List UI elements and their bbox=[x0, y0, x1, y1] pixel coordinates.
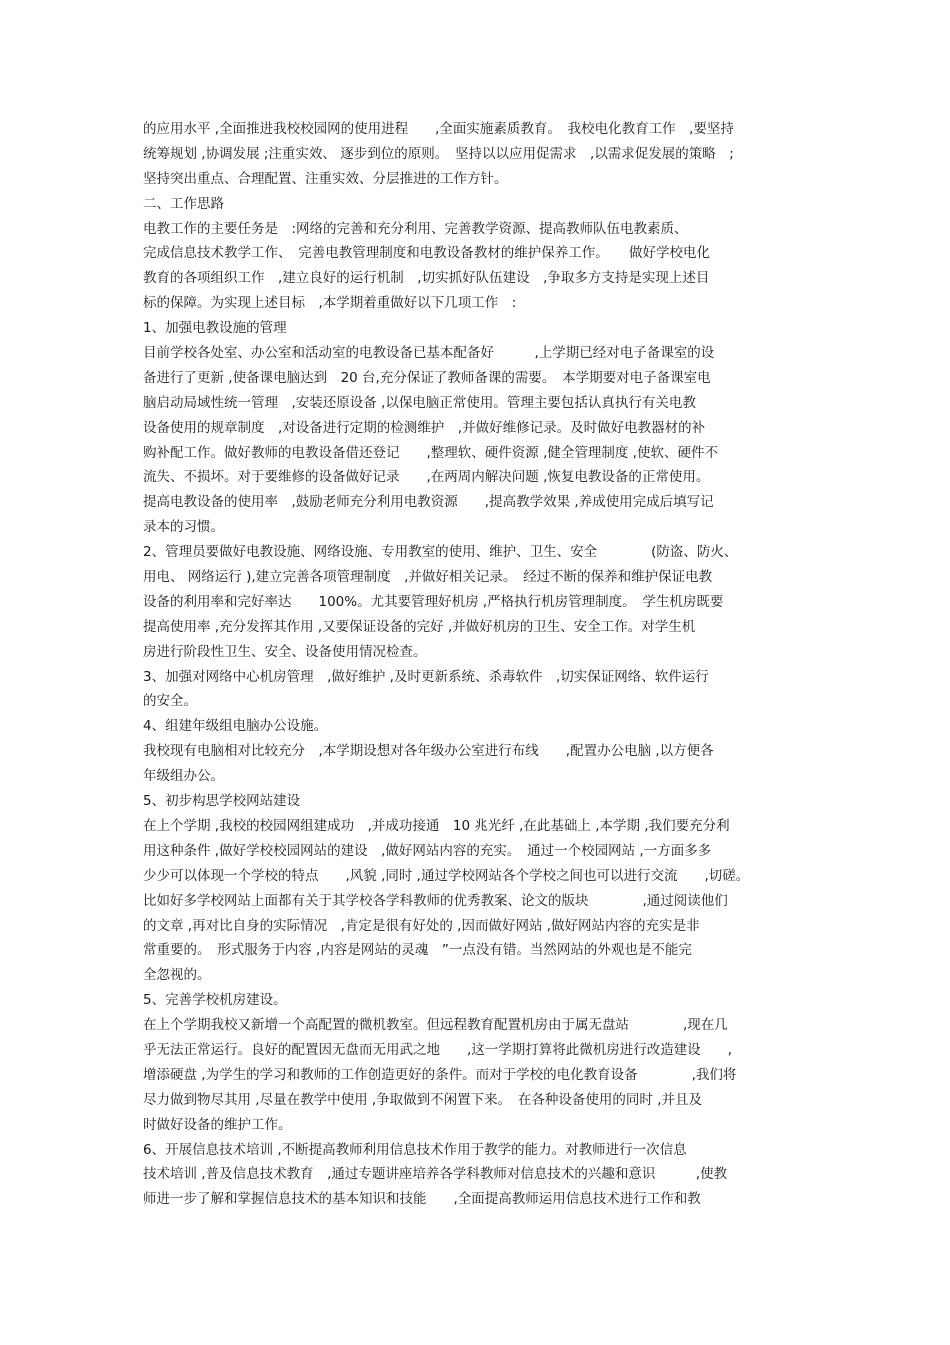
text-line: 我校现有电脑相对比较充分 ,本学期设想对各年级办公室进行布线 ,配置办公电脑 ,以方便各 bbox=[143, 743, 714, 760]
text-line: 2、管理员要做好电教设施、网络设施、专用教室的使用、维护、卫生、安全 (防盗、防火、 bbox=[143, 544, 738, 561]
text-line: 脑启动局域性统一管理 ,安装还原设备 ,以保电脑正常使用。管理主要包括认真执行有关电教 bbox=[143, 394, 696, 411]
text-line: 的文章 ,再对比自身的实际情况 ,肯定是很有好处的 ,因而做好网站 ,做好网站内容的充实是非 bbox=[143, 917, 700, 934]
text-line: 4、组建年级组电脑办公设施。 bbox=[143, 718, 328, 735]
text-line: 用这种条件 ,做好学校校园网站的建设 ,做好网站内容的充实。 通过一个校园网站 ,一方面多多 bbox=[143, 842, 712, 859]
document-body bbox=[143, 117, 808, 1212]
text-line: 全忽视的。 bbox=[143, 967, 211, 984]
text-line: 年级组办公。 bbox=[143, 768, 224, 785]
text-line: 用电、 网络运行 ),建立完善各项管理制度 ,并做好相关记录。 经过不断的保养和维护保证电教 bbox=[143, 569, 713, 586]
text-line: 电教工作的主要任务是 :网络的完善和充分利用、完善教学资源、提高教师队伍电教素质、 bbox=[143, 220, 688, 237]
text-line: 设备使用的规章制度 ,对设备进行定期的检测维护 ,并做好维修记录。及时做好电教器材的补 bbox=[143, 419, 706, 436]
text-line: 教育的各项组织工作 ,建立良好的运行机制 ,切实抓好队伍建设 ,争取多方支持是实现上述目 bbox=[143, 270, 710, 287]
text-line: 坚持突出重点、合理配置、注重实效、分层推进的工作方针。 bbox=[143, 170, 508, 187]
text-line: 的安全。 bbox=[143, 693, 197, 710]
text-line: 1、加强电教设施的管理 bbox=[143, 320, 287, 337]
text-line: 标的保障。为实现上述目标 ,本学期着重做好以下几项工作 : bbox=[143, 295, 517, 312]
text-line: 比如好多学校网站上面都有关于其学校各学科教师的优秀教案、论文的版块 ,通过阅读他们 bbox=[143, 892, 728, 909]
text-line: 的应用水平 ,全面推进我校校园网的使用进程 ,全面实施素质教育。 我校电化教育工作 ,要坚持 bbox=[143, 121, 734, 137]
text-line: 常重要的。 形式服务于内容 ,内容是网站的灵魂 ”一点没有错。当然网站的外观也是不能完 bbox=[143, 942, 692, 959]
text-line: 乎无法正常运行。良好的配置因无盘而无用武之地 ,这一学期打算将此微机房进行改造建设 , bbox=[143, 1041, 733, 1058]
text-line: 完成信息技术教学工作、 完善电教管理制度和电教设备教材的维护保养工作。 做好学校电化 bbox=[143, 245, 710, 262]
text-line: 3、加强对网络中心机房管理 ,做好维护 ,及时更新系统、杀毒软件 ,切实保证网络、软件运行 bbox=[143, 668, 709, 685]
text-line: 二、工作思路 bbox=[143, 195, 224, 212]
text-line: 在上个学期我校又新增一个高配置的微机教室。但远程教育配置机房由于属无盘站 ,现在几 bbox=[143, 1017, 728, 1034]
text-line: 在上个学期 ,我校的校园网组建成功 ,并成功接通 10 兆光纤 ,在此基础上 ,本学期 ,我们要充分利 bbox=[143, 817, 730, 834]
text-line: 时做好设备的维护工作。 bbox=[143, 1116, 292, 1133]
text-line: 增添硬盘 ,为学生的学习和教师的工作创造更好的条件。而对于学校的电化教育设备 ,我们将 bbox=[143, 1066, 737, 1083]
text-line: 备进行了更新 ,使备课电脑达到 20 台,充分保证了教师备课的需要。 本学期要对电子备课室电 bbox=[143, 369, 711, 386]
text-line: 少少可以体现一个学校的特点 ,风貌 ,同时 ,通过学校网站各个学校之间也可以进行交流 ,切磋。 bbox=[143, 867, 750, 884]
text-line: 师进一步了解和掌握信息技术的基本知识和技能 ,全面提高教师运用信息技术进行工作和教 bbox=[143, 1191, 701, 1208]
text-line: 设备的利用率和完好率达 100%。尤其要管理好机房 ,严格执行机房管理制度。 学生机房既要 bbox=[143, 593, 724, 610]
text-line: 购补配工作。做好教师的电教设备借还登记 ,整理软、硬件资源 ,健全管理制度 ,使软、硬件不 bbox=[143, 444, 718, 461]
text-line: 6、开展信息技术培训 ,不断提高教师利用信息技术作用于教学的能力。对教师进行一次信息 bbox=[143, 1141, 687, 1158]
text-line: 录本的习惯。 bbox=[143, 519, 224, 536]
text-line: 技术培训 ,普及信息技术教育 ,通过专题讲座培养各学科教师对信息技术的兴趣和意识 ,使教 bbox=[143, 1166, 728, 1183]
text-line: 目前学校各处室、办公室和活动室的电教设备已基本配备好 ,上学期已经对电子备课室的设 bbox=[143, 345, 715, 362]
text-line: 房进行阶段性卫生、安全、设备使用情况检查。 bbox=[143, 643, 427, 660]
text-line: 5、初步构思学校网站建设 bbox=[143, 793, 301, 810]
text-line: 流失、不损坏。对于要维修的设备做好记录 ,在两周内解决问题 ,恢复电教设备的正常使用。 bbox=[143, 469, 710, 486]
text-line: 统筹规划 ,协调发展 ;注重实效、 逐步到位的原则。 坚持以以应用促需求 ,以需求促发展的策略 ; bbox=[143, 145, 734, 162]
text-line: 5、完善学校机房建设。 bbox=[143, 992, 287, 1009]
text-line: 提高使用率 ,充分发挥其作用 ,又要保证设备的完好 ,并做好机房的卫生、安全工作。对学生机 bbox=[143, 618, 696, 635]
text-line: 尽力做到物尽其用 ,尽量在教学中使用 ,争取做到不闲置下来。 在各种设备使用的同时 ,并且及 bbox=[143, 1091, 702, 1108]
text-line: 提高电教设备的使用率 ,鼓励老师充分利用电教资源 ,提高教学效果 ,养成使用完成后填写记 bbox=[143, 494, 714, 511]
